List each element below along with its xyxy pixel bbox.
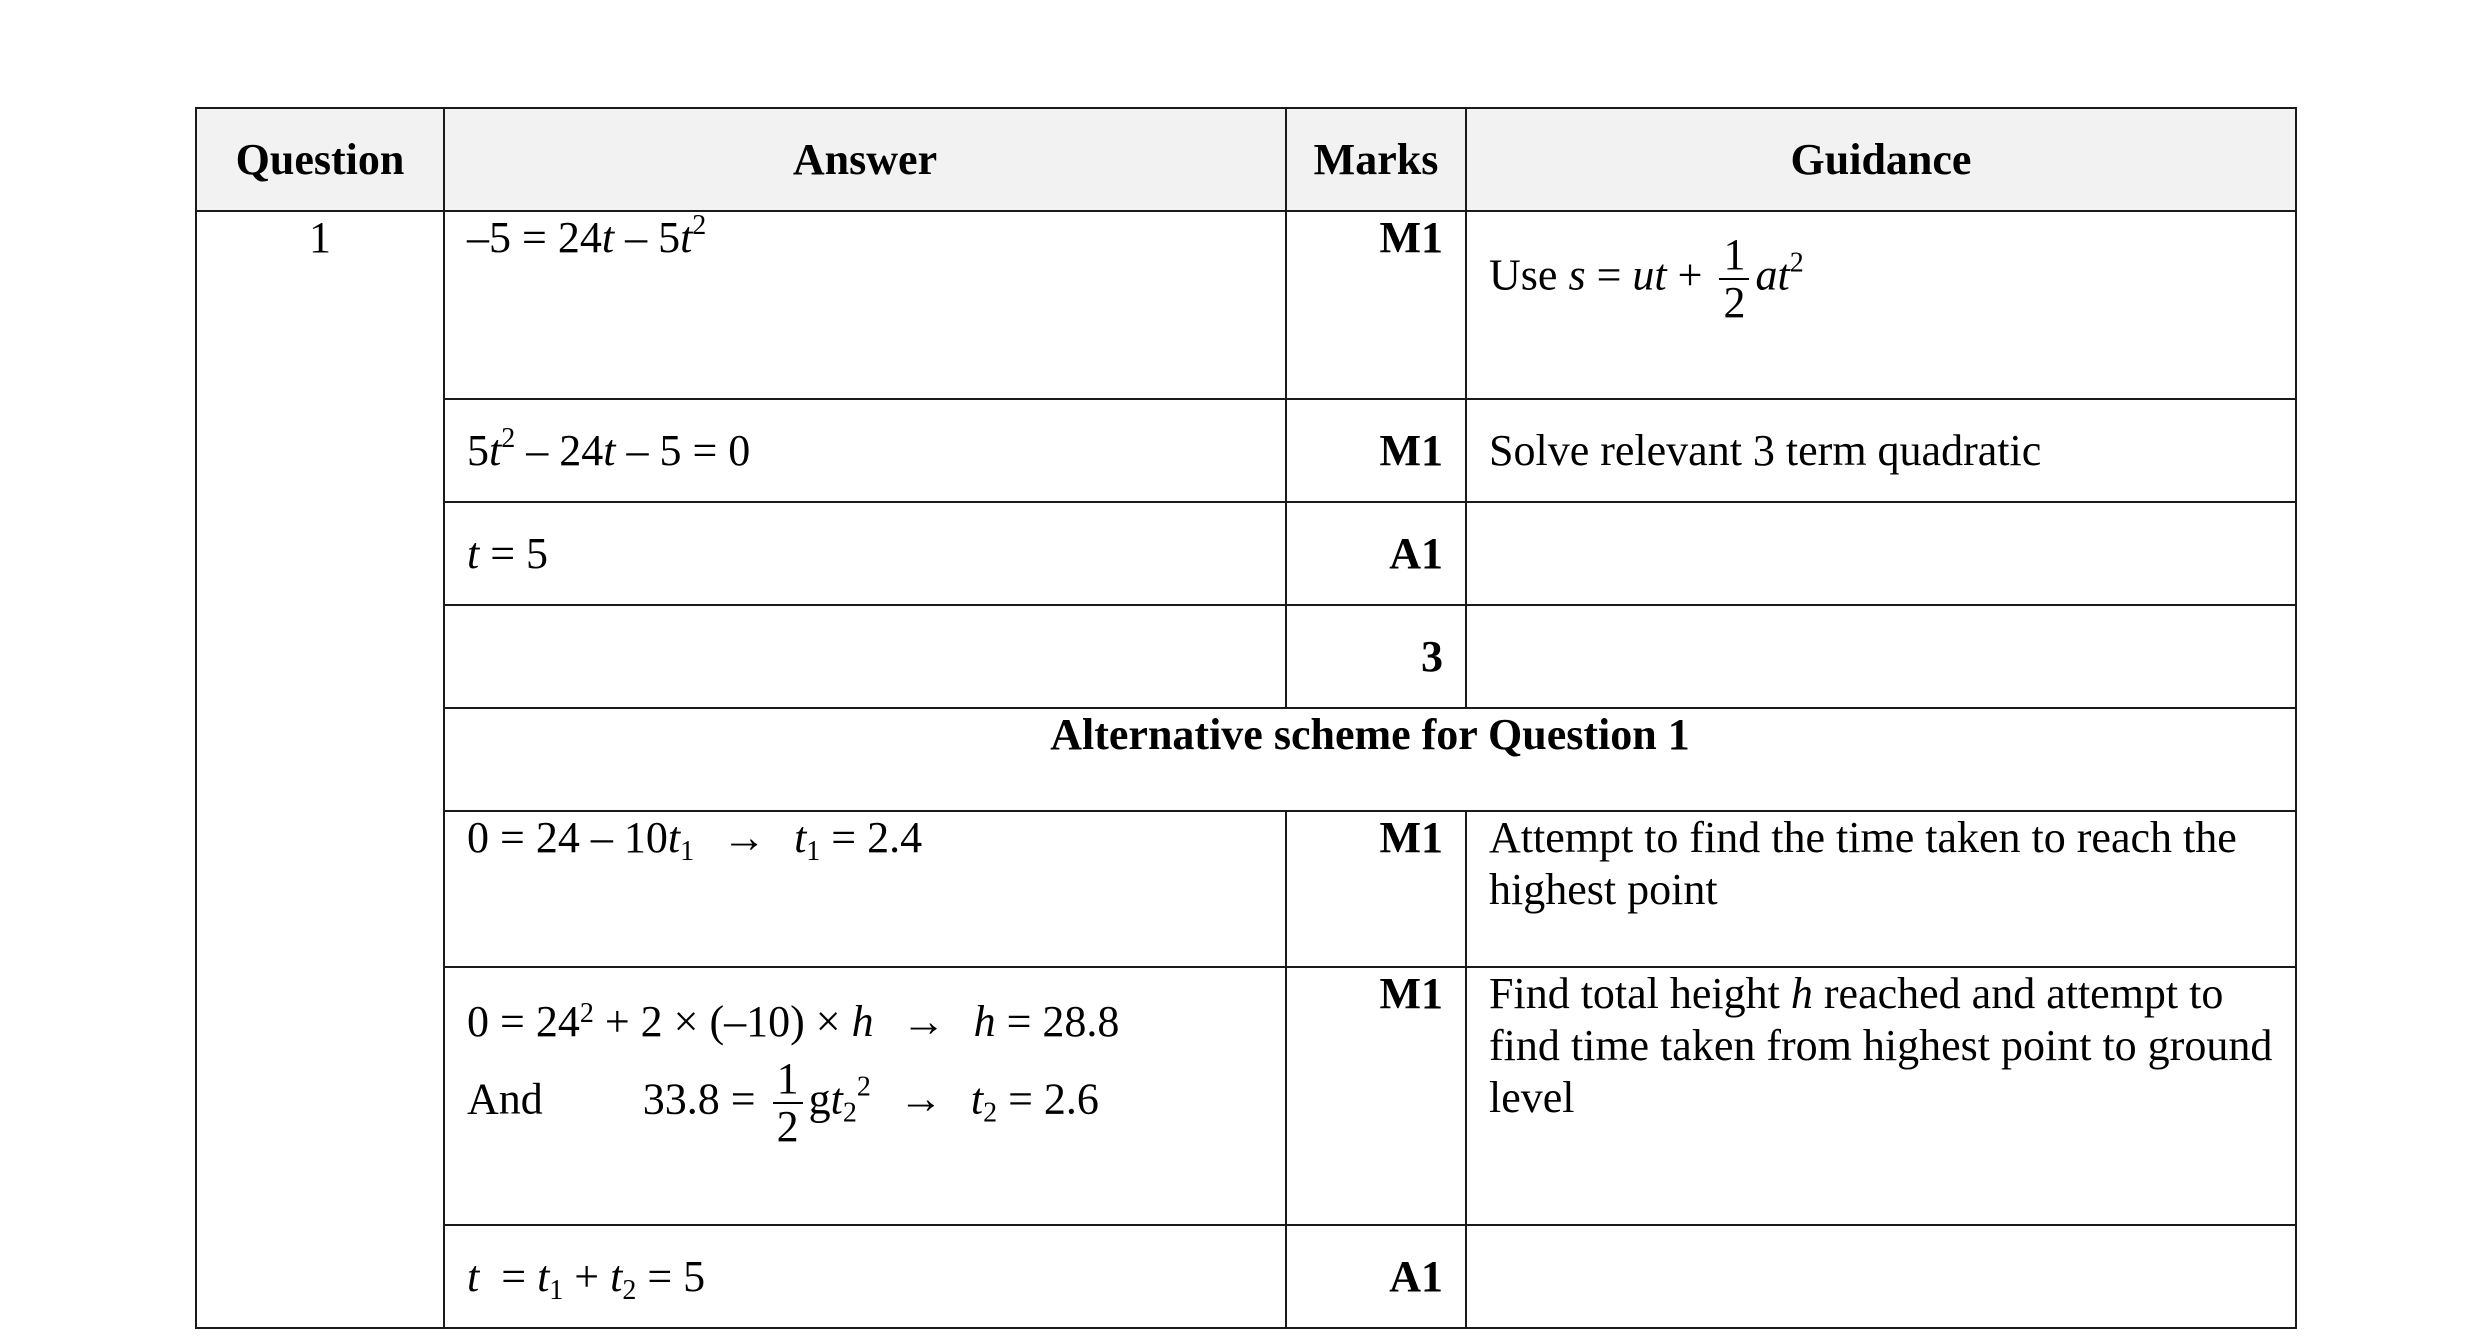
answer-text: + 2 × (–10) × <box>593 997 852 1046</box>
guidance-var: s <box>1568 250 1586 300</box>
guidance-text: Find total height <box>1489 969 1791 1018</box>
answer-text: And <box>467 1074 543 1124</box>
answer-text: = 2.4 <box>820 813 923 862</box>
answer-var: h <box>973 997 996 1046</box>
answer-text: = 2.6 <box>997 1074 1099 1124</box>
guidance-cell: Solve relevant 3 term quadratic <box>1466 399 2296 502</box>
answer-text: g <box>808 1074 831 1124</box>
guidance-cell <box>1466 605 2296 708</box>
arrow-symbol: → <box>898 1074 943 1124</box>
answer-text: – 24 <box>515 425 604 475</box>
guidance-var: h <box>1790 969 1813 1018</box>
answer-subscript: 2 <box>842 1097 857 1129</box>
answer-exponent: 2 <box>579 998 594 1029</box>
header-question: Question <box>196 108 444 211</box>
table-row <box>196 502 2296 605</box>
fraction-numerator: 1 <box>773 1056 803 1104</box>
guidance-text: + <box>1666 250 1714 300</box>
answer-text: 33.8 = <box>642 1074 767 1124</box>
answer-subscript: 2 <box>983 1097 998 1129</box>
table-row <box>196 1225 2296 1328</box>
header-row <box>196 108 2296 211</box>
answer-var: t <box>970 1074 984 1124</box>
answer-cell <box>444 399 1286 502</box>
answer-var: t <box>603 425 616 475</box>
table-row <box>196 967 2296 1225</box>
total-row <box>196 605 2296 708</box>
table-row <box>196 811 2296 967</box>
answer-subscript: 2 <box>622 1274 637 1306</box>
header-answer: Answer <box>444 108 1286 211</box>
answer-line <box>467 1053 1263 1152</box>
answer-var: t <box>610 1251 623 1301</box>
table-row <box>196 211 2296 399</box>
answer-var: t <box>467 528 480 578</box>
guidance-cell: Attempt to find the time taken to reach the highest point <box>1466 811 2296 967</box>
mark-scheme-table <box>195 107 2297 1329</box>
mark-cell: M1 <box>1286 967 1466 1225</box>
answer-text: 5 <box>467 425 489 475</box>
answer-cell <box>444 1225 1286 1328</box>
answer-text: + <box>563 1251 611 1301</box>
mark-cell: A1 <box>1286 502 1466 605</box>
fraction-denominator: 2 <box>776 1102 799 1152</box>
guidance-cell <box>1466 211 2296 399</box>
mark-cell: A1 <box>1286 1225 1466 1328</box>
fraction-denominator: 2 <box>1723 278 1746 328</box>
answer-cell <box>444 211 1286 399</box>
answer-text: –5 = 24 <box>467 213 602 262</box>
answer-cell <box>444 811 1286 967</box>
guidance-cell <box>1466 1225 2296 1328</box>
answer-exponent: 2 <box>856 1071 871 1103</box>
answer-text: 0 = 24 – 10 <box>467 813 668 862</box>
answer-var: t <box>680 213 693 262</box>
guidance-exponent: 2 <box>1789 247 1804 279</box>
answer-text: – 5 = 0 <box>615 425 751 475</box>
mark-cell: M1 <box>1286 211 1466 399</box>
guidance-var: at <box>1755 250 1790 300</box>
guidance-text: reached and attempt to find time taken from highest point to ground level <box>1489 969 2273 1122</box>
answer-subscript: 1 <box>806 836 821 867</box>
answer-var: t <box>601 213 615 262</box>
fraction <box>1719 232 1749 326</box>
answer-cell <box>444 502 1286 605</box>
answer-var: t <box>467 1251 480 1301</box>
answer-cell <box>444 605 1286 708</box>
answer-var: h <box>851 997 874 1046</box>
fraction <box>773 1053 803 1152</box>
table-row <box>196 399 2296 502</box>
answer-text: = 28.8 <box>995 997 1120 1046</box>
answer-exponent: 2 <box>501 422 516 454</box>
alternative-heading-row <box>196 708 2296 811</box>
answer-var: t <box>830 1074 843 1124</box>
answer-text: = <box>479 1251 538 1301</box>
answer-exponent: 2 <box>692 210 707 241</box>
arrow-symbol: → <box>722 813 767 862</box>
header-guidance: Guidance <box>1466 108 2296 211</box>
mark-cell: M1 <box>1286 811 1466 967</box>
fraction-numerator: 1 <box>1719 232 1749 280</box>
answer-line <box>467 996 1263 1048</box>
answer-var: t <box>667 813 681 862</box>
alternative-heading: Alternative scheme for Question 1 <box>444 708 2296 811</box>
guidance-text: Use <box>1489 250 1569 300</box>
mark-cell: M1 <box>1286 399 1466 502</box>
answer-text: = 5 <box>479 528 549 578</box>
guidance-text: = <box>1585 250 1633 300</box>
answer-var: t <box>537 1251 550 1301</box>
answer-var: t <box>794 813 807 862</box>
question-number: 1 <box>196 211 444 1328</box>
guidance-var: ut <box>1632 250 1667 300</box>
answer-text: 0 = 24 <box>467 997 580 1046</box>
guidance-cell <box>1466 967 2296 1225</box>
answer-text: – 5 <box>614 213 681 262</box>
answer-text: = 5 <box>636 1251 706 1301</box>
answer-cell <box>444 967 1286 1225</box>
total-marks: 3 <box>1286 605 1466 708</box>
guidance-cell <box>1466 502 2296 605</box>
arrow-symbol: → <box>901 997 946 1046</box>
header-marks: Marks <box>1286 108 1466 211</box>
answer-subscript: 1 <box>680 836 695 867</box>
answer-subscript: 1 <box>549 1274 564 1306</box>
answer-var: t <box>489 425 502 475</box>
